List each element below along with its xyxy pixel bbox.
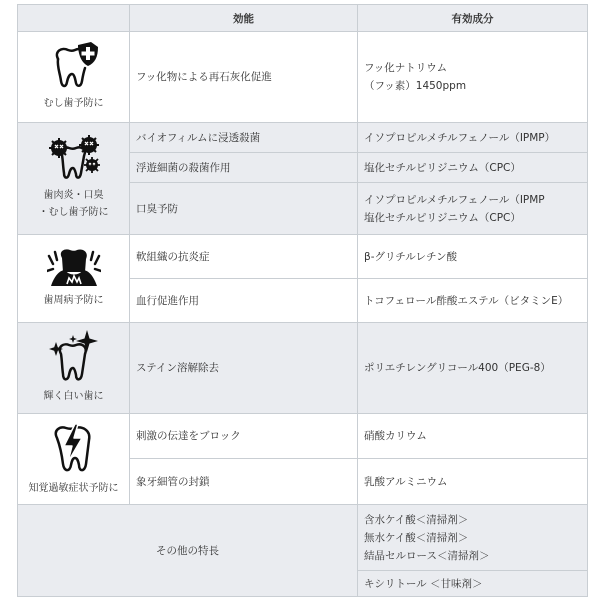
table-row <box>18 235 588 279</box>
efficacy-table <box>17 4 588 597</box>
ingredient-cell: 塩化セチルピリジニウム（CPC） <box>358 153 588 183</box>
ingredient-cell: トコフェロール酢酸エステル（ビタミンE） <box>358 279 588 323</box>
category-cell-sensitivity <box>18 414 130 505</box>
header-icon-col <box>18 5 130 32</box>
ingredient-cell: 硝酸カリウム <box>358 414 588 459</box>
category-label: むし歯予防に <box>43 97 104 109</box>
table-row <box>18 123 588 153</box>
header-effect: 効能 <box>130 5 358 32</box>
effect-cell: 象牙細管の封鎖 <box>130 459 358 505</box>
tooth-sparkle-icon <box>47 330 101 386</box>
category-cell-other <box>18 505 358 597</box>
table-header-row <box>18 5 588 32</box>
ingredient-cell: イソプロピルメチルフェノール（IPMP） <box>358 123 588 153</box>
ingredient-cell: キシリトール ＜甘味剤＞ <box>358 571 588 597</box>
ingredient-cell: フッ化ナトリウム （フッ素）1450ppm <box>358 32 588 123</box>
table-row <box>18 32 588 123</box>
ingredient-cell: 含水ケイ酸＜清掃剤＞ 無水ケイ酸＜清掃剤＞ 結晶セルロース＜清掃剤＞ <box>358 505 588 571</box>
category-label: 歯周病予防に <box>43 295 104 306</box>
category-label: 知覚過敏症状予防に <box>28 482 119 494</box>
effect-cell: バイオフィルムに浸透殺菌 <box>130 123 358 153</box>
effect-cell: 口臭予防 <box>130 183 358 235</box>
category-cell-whitening <box>18 323 130 414</box>
effect-cell: 軟組織の抗炎症 <box>130 235 358 279</box>
ingredient-cell: イソプロピルメチルフェノール（IPMP 塩化セチルピリジニウム（CPC） <box>358 183 588 235</box>
tooth-shield-plus-icon <box>48 41 100 93</box>
table-row <box>18 414 588 459</box>
header-ingredient: 有効成分 <box>358 5 588 32</box>
category-cell-cavity <box>18 32 130 123</box>
category-cell-gingivitis <box>18 123 130 235</box>
tooth-gum-inflammation-icon <box>47 246 101 290</box>
table-row <box>18 323 588 414</box>
category-label: その他の特長 <box>156 544 219 557</box>
effect-cell: ステイン溶解除去 <box>130 323 358 414</box>
category-label: 輝く白い歯に <box>43 390 104 402</box>
effect-cell: 浮遊細菌の殺菌作用 <box>130 153 358 183</box>
effect-cell: 刺激の伝達をブロック <box>130 414 358 459</box>
ingredient-cell: 乳酸アルミニウム <box>358 459 588 505</box>
table-row <box>18 505 588 571</box>
effect-cell: フッ化物による再石灰化促進 <box>130 32 358 123</box>
tooth-germs-icon <box>46 135 102 185</box>
tooth-lightning-icon <box>51 420 97 478</box>
category-cell-periodontal <box>18 235 130 323</box>
ingredient-cell: ポリエチレングリコール400（PEG-8） <box>358 323 588 414</box>
category-label: ・むし歯予防に <box>38 206 109 218</box>
effect-cell: 血行促進作用 <box>130 279 358 323</box>
ingredient-cell: β-グリチルレチン酸 <box>358 235 588 279</box>
category-label: 歯肉炎・口臭 <box>43 189 104 201</box>
